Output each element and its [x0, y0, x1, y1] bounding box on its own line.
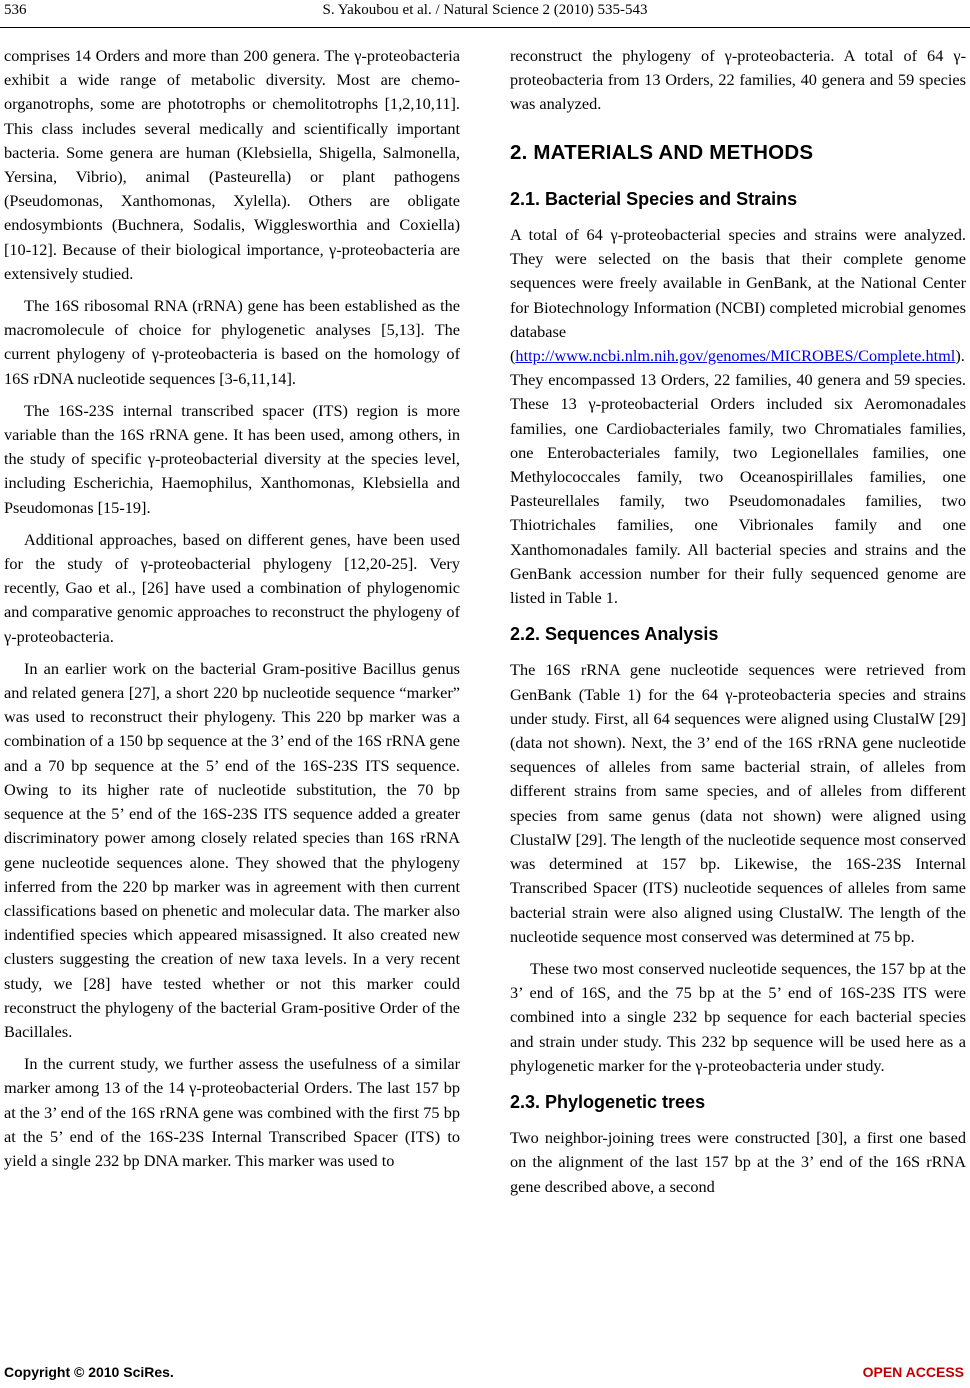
page-number: 536	[4, 2, 27, 18]
subsection-heading: 2.3. Phylogenetic trees	[510, 1091, 706, 1112]
paragraph: reconstruct the phylogeny of γ-proteobacteria. A total of 64 γ-proteobacteria from 13 Orders, 22 families, 40 genera and 59 species was analyzed.	[510, 46, 966, 114]
page-header	[0, 2, 970, 26]
ncbi-link[interactable]: http://www.ncbi.nlm.nih.gov/genomes/MICROBES/Complete.html	[515, 346, 956, 366]
paragraph: The 16S ribosomal RNA (rRNA) gene has been established as the macromolecule of choice for phylogenetic analyses [5,13]. The current phylogeny of γ-proteobacteria is based on the homology of 16S rDNA nucleotide sequences [3-6,11,14].	[4, 296, 460, 388]
paragraph-text: ). They encompassed 13 Orders, 22 families, 40 genera and 59 species. These 13 γ-proteobacterial Orders included six Aeromonadales families, one Cardiobacteriales family, two Chromatiales families, one Enterobacteriales family, two Legionellales families, one Methylococcales family, two Oceanospirillales families, one Pasteurellales family, two Pseudomonadales families, two Thiotrichales families, one Vibrionales family and one Xanthomonadales family. All bacterial species and strains and the GenBank accession number for their fully sequenced genome are listed in Table 1.	[510, 346, 966, 608]
copyright: Copyright © 2010 SciRes.	[4, 1364, 174, 1380]
paragraph: These two most conserved nucleotide sequences, the 157 bp at the 3’ end of 16S, and the 75 bp at the 5’ end of 16S-23S ITS were combined into a single 232 bp sequence for each bacterial species and strain under study. This 232 bp sequence will be used here as a phylogenetic marker for the γ-proteobacteria under study.	[510, 958, 966, 1075]
paragraph: Additional approaches, based on different genes, have been used for the study of γ-proteobacterial phylogeny [12,20-25]. Very recently, Gao et al., [26] have used a combination of phylogenomic and comparative genomic approaches to reconstruct the phylogeny of γ-proteobacteria.	[4, 529, 460, 646]
subsection-heading: 2.1. Bacterial Species and Strains	[510, 188, 798, 209]
paragraph: In an earlier work on the bacterial Gram-positive Bacillus genus and related genera [27], a short 220 bp nucleotide sequence “marker” was used to reconstruct their phylogeny. This 220 bp marker was a combination of a 150 bp sequence at the 3’ end of the 16S rRNA gene and a 70 bp sequence at the 5’ end of the 16S-23S ITS sequence. Owing to its higher rate of nucleotide substitution, the 70 bp sequence at the 5’ end of the 16S-23S ITS sequence added a greater discriminatory power among closely related species than 16S rRNA gene nucleotide sequences alone. They showed that the phylogeny inferred from the 220 bp marker was in agreement with then current classifications based on phenetic and molecular data. The marker also indentified species which appeared misassigned. It also created new clusters suggesting the creation of new taxa levels. In a very recent study, we [28] have tested whether or not this marker could reconstruct the phylogeny of the bacterial Gram-positive Order of the Bacillales.	[4, 658, 460, 1041]
open-access-label: OPEN ACCESS	[862, 1364, 964, 1380]
header-rule	[0, 27, 970, 28]
running-head: S. Yakoubou et al. / Natural Science 2 (2010) 535-543	[322, 2, 648, 18]
section-heading: 2. MATERIALS AND METHODS	[510, 140, 814, 164]
right-column	[510, 44, 966, 1207]
paragraph-text: A total of 64 γ-proteobacterial species and strains were analyzed. They were selected on the basis that their complete genome sequences were freely available in GenBank, at the National Center for Biotechnology Information (NCBI) completed microbial genomes database (	[510, 225, 966, 366]
paragraph	[510, 223, 966, 610]
paragraph: Two neighbor-joining trees were constructed [30], a first one based on the alignment of the last 157 bp at the 3’ end of the 16S rRNA gene described above, a second	[510, 1128, 966, 1196]
subsection-heading: 2.2. Sequences Analysis	[510, 624, 719, 645]
left-column	[4, 44, 460, 1181]
page-footer	[0, 1364, 970, 1386]
paragraph: In the current study, we further assess the usefulness of a similar marker among 13 of the 14 γ-proteobacterial Orders. The last 157 bp at the 3’ end of the 16S rRNA gene was combined with the first 75 bp at the 5’ end of the 16S-23S Internal Transcribed Spacer (ITS) to yield a single 232 bp DNA marker. This marker was used to	[4, 1054, 460, 1170]
paragraph: comprises 14 Orders and more than 200 genera. The γ-proteobacteria exhibit a wide range of metabolic diversity. Most are chemo-organotrophs, some are phototrophs or chemolitotrophs [1,2,10,11]. This class includes several medically and scientifically important bacteria. Some genera are human (Klebsiella, Shigella, Salmonella, Yersina, Vibrio), animal (Pasteurella) or plant pathogens (Pseudomonas, Xanthomonas, Xylella). Others are obligate endosymbionts (Buchnera, Sodalis, Wigglesworthia and Coxiella) [10-12]. Because of their biological importance, γ-proteobacteria are extensively studied.	[4, 46, 460, 283]
paragraph: The 16S-23S internal transcribed spacer (ITS) region is more variable than the 16S rRNA gene. It has been used, among others, in the study of specific γ-proteobacterial diversity at the species level, including Escherichia, Haemophilus, Xanthomonas, Klebsiella and Pseudomonas [15-19].	[4, 400, 460, 517]
paragraph: The 16S rRNA gene nucleotide sequences were retrieved from GenBank (Table 1) for the 64 γ-proteobacteria species and strains under study. First, all 64 sequences were aligned using ClustalW [29] (data not shown). Next, the 3’ end of the 16S rRNA gene nucleotide sequences of alleles from same bacterial strain, of alleles from different strains from same species, and of alleles from different species from same genus (data not shown) were aligned using ClustalW [29]. The length of the nucleotide sequence most conserved was determined at 157 bp. Likewise, the 16S-23S Internal Transcribed Spacer (ITS) nucleotide sequences of alleles from same bacterial strain were also aligned using ClustalW. The length of the nucleotide sequence most conserved was determined at 75 bp.	[510, 660, 966, 946]
